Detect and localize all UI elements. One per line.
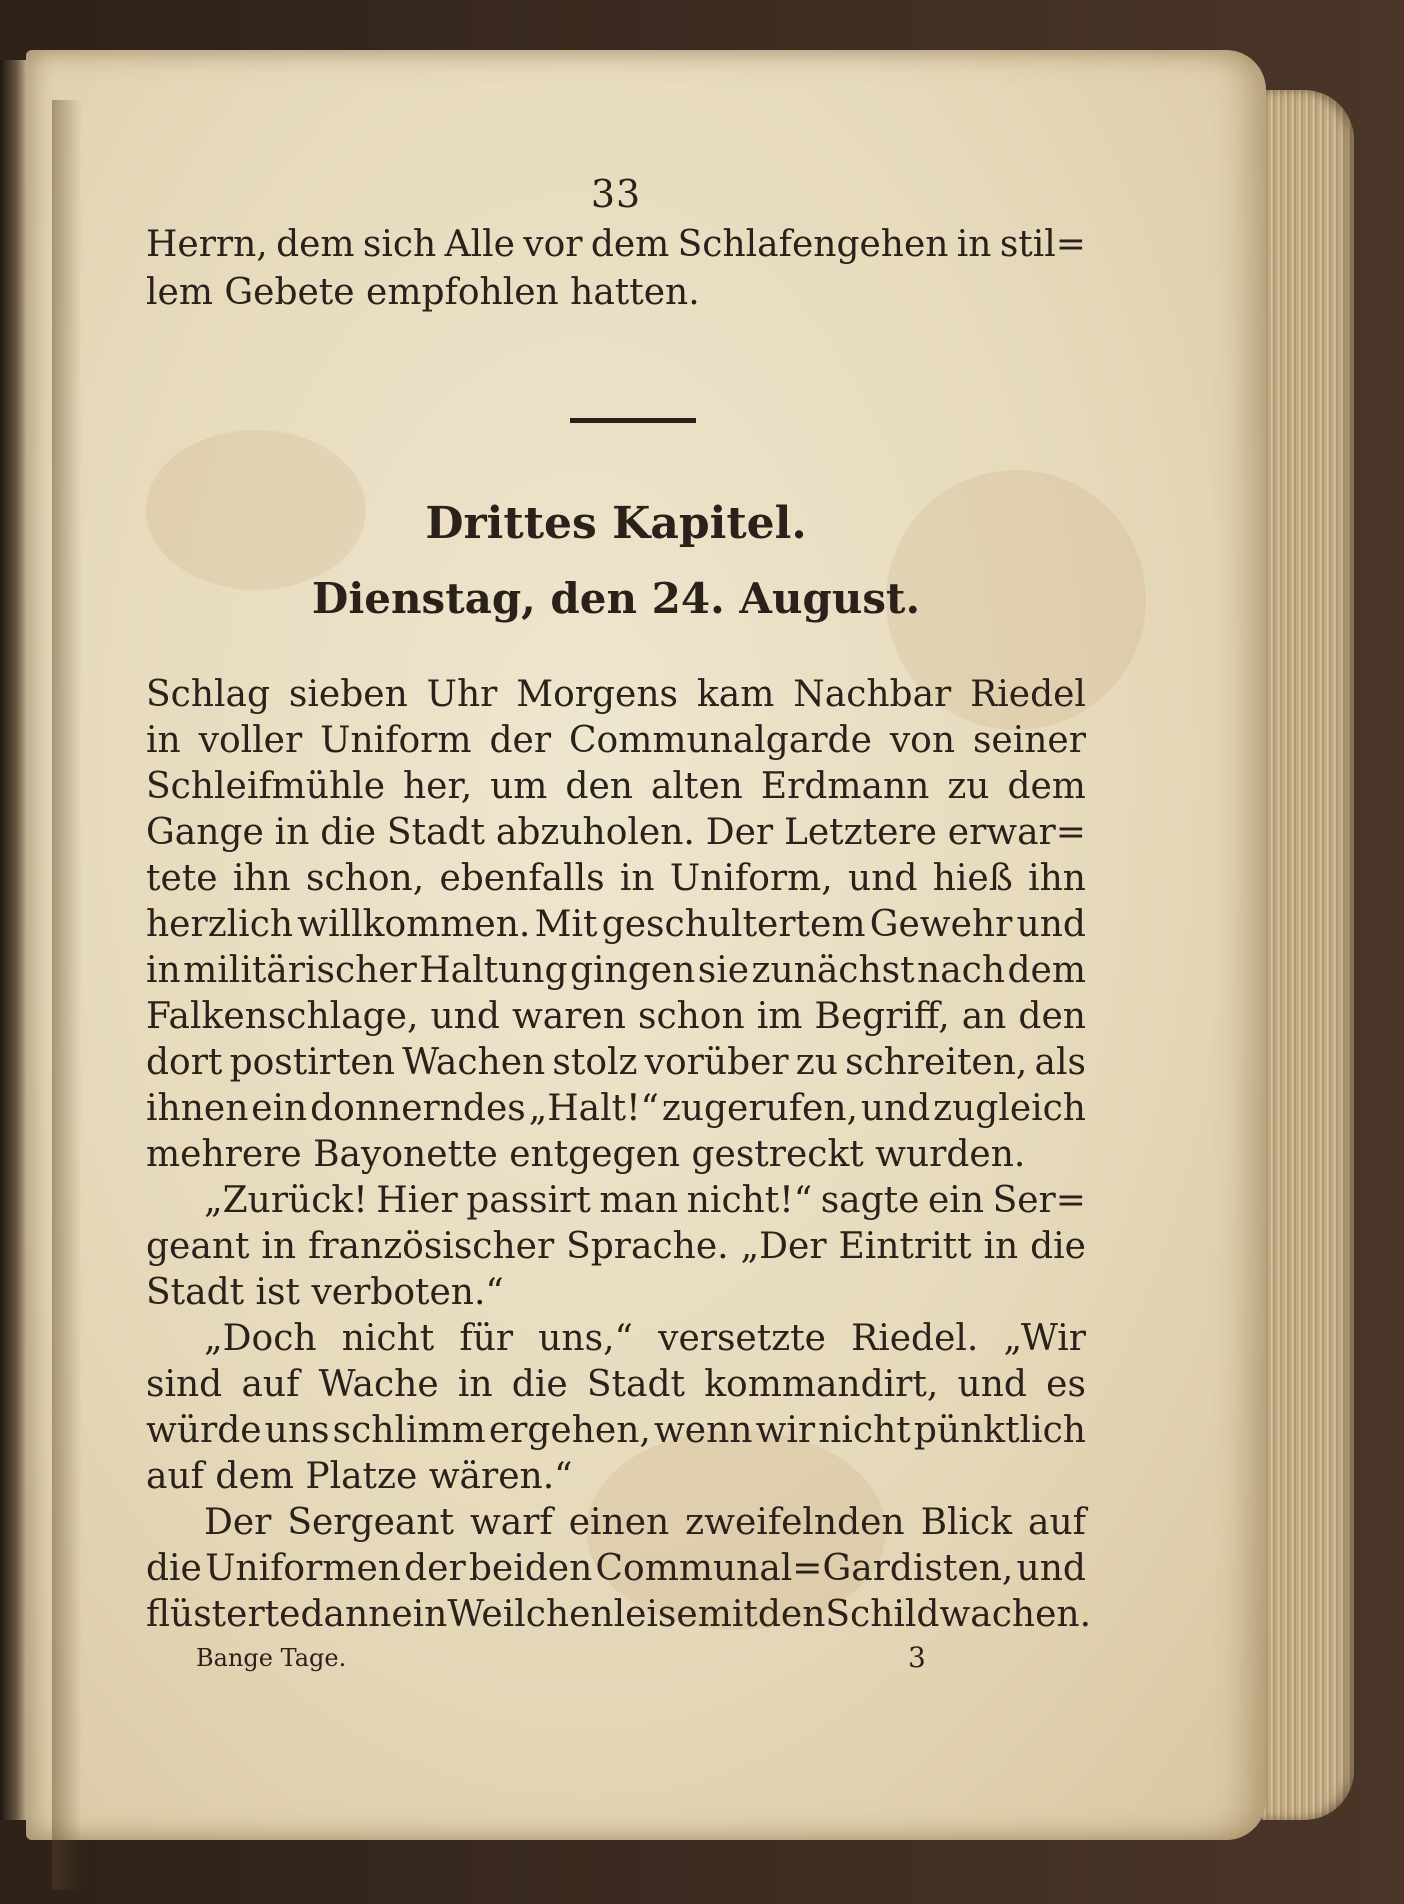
text-line xyxy=(146,808,1086,858)
word: „Der xyxy=(740,1226,827,1267)
word: und xyxy=(430,996,500,1037)
word: Wachen xyxy=(402,1042,546,1083)
word: wir xyxy=(755,1410,816,1451)
text-line xyxy=(146,1544,1086,1594)
text-line xyxy=(146,1038,1086,1088)
word: man xyxy=(599,1180,679,1221)
word: Schleifmühle xyxy=(146,766,385,807)
footer-sheet-number: 3 xyxy=(908,1641,926,1674)
word: und xyxy=(1016,1548,1086,1589)
word: Stadt xyxy=(586,1364,685,1405)
page-footer xyxy=(146,1640,1086,1676)
text-line xyxy=(146,946,1086,996)
word: Communal=Gardisten, xyxy=(595,1548,1014,1589)
text-line xyxy=(146,1222,1086,1272)
word: und xyxy=(957,1364,1027,1405)
word: ergehen, xyxy=(488,1410,651,1451)
word: in xyxy=(983,1226,1019,1267)
text-line xyxy=(146,1314,1086,1364)
word: Letztere xyxy=(783,812,937,853)
word: stolz xyxy=(552,1042,638,1083)
word: Morgens xyxy=(516,674,679,715)
word: dem xyxy=(276,224,355,265)
word: auf xyxy=(241,1364,300,1405)
word: Erdmann xyxy=(760,766,930,807)
word: Riedel xyxy=(970,674,1086,715)
word: waren xyxy=(511,996,626,1037)
word: für xyxy=(459,1318,514,1359)
word: der xyxy=(489,720,552,761)
word: Gewehr xyxy=(869,904,1013,945)
spine-shadow xyxy=(52,100,82,1890)
word: gingen xyxy=(570,950,696,991)
text-line xyxy=(146,716,1086,766)
text-line xyxy=(146,1498,1086,1548)
word: als xyxy=(1034,1042,1086,1083)
word: flüsterte xyxy=(146,1594,301,1635)
word: Uniformen xyxy=(205,1548,401,1589)
text-line: lem Gebete empfohlen hatten. xyxy=(146,272,700,313)
word: Sergeant xyxy=(287,1502,454,1543)
text-line xyxy=(146,670,1086,720)
word: sagte xyxy=(820,1180,920,1221)
word: nach xyxy=(917,950,1006,991)
word: an xyxy=(961,996,1007,1037)
word: Uniform, xyxy=(669,858,833,899)
word: ihnen xyxy=(146,1088,249,1129)
text-line: auf dem Platze wären.“ xyxy=(146,1456,573,1497)
word: Riedel. xyxy=(851,1318,979,1359)
word: kommandirt, xyxy=(704,1364,939,1405)
word: her, xyxy=(402,766,473,807)
word: erwar= xyxy=(947,812,1086,853)
word: geant xyxy=(146,1226,250,1267)
word: Schildwachen. xyxy=(825,1594,1092,1635)
word: Der xyxy=(204,1502,272,1543)
word: der xyxy=(404,1548,466,1589)
word: zunächst xyxy=(751,950,915,991)
word: kam xyxy=(696,674,775,715)
word: uns xyxy=(264,1410,330,1451)
word: ein xyxy=(391,1594,448,1635)
word: willkommen. xyxy=(297,904,531,945)
word: Haltung xyxy=(419,950,568,991)
word: ihn xyxy=(1028,858,1086,899)
word: mit xyxy=(697,1594,758,1635)
word: militärischer xyxy=(183,950,417,991)
word: vorüber xyxy=(644,1042,789,1083)
word: die xyxy=(511,1364,568,1405)
text-line xyxy=(146,1590,1092,1635)
word: im xyxy=(756,996,803,1037)
word: zu xyxy=(947,766,990,807)
text-line: mehrere Bayonette entgegen gestreckt wurden. xyxy=(146,1134,1026,1175)
word: hieß xyxy=(932,858,1013,899)
word: einen xyxy=(568,1502,670,1543)
word: ein xyxy=(251,1088,308,1129)
word: Schlafengehen xyxy=(677,224,949,265)
word: schreiten, xyxy=(845,1042,1028,1083)
word: geschultertem xyxy=(601,904,866,945)
word: in xyxy=(956,224,992,265)
text-line xyxy=(146,1084,1086,1134)
word: nicht xyxy=(341,1318,435,1359)
word: sich xyxy=(362,224,437,265)
word: die xyxy=(146,1548,202,1589)
word: Der xyxy=(705,812,774,853)
word: in xyxy=(146,950,181,991)
word: in xyxy=(261,1226,297,1267)
word: Ser= xyxy=(992,1180,1086,1221)
word: den xyxy=(757,1594,826,1635)
word: „Zurück! xyxy=(204,1180,368,1221)
word: leise xyxy=(613,1594,698,1635)
word: in xyxy=(457,1364,493,1405)
left-page-edge xyxy=(0,60,28,1820)
word: vor xyxy=(523,224,583,265)
word: dem xyxy=(1007,950,1086,991)
word: dort xyxy=(146,1042,223,1083)
word: in xyxy=(146,720,181,761)
word: Communalgarde xyxy=(568,720,872,761)
word: die xyxy=(320,812,377,853)
word: wenn xyxy=(653,1410,753,1451)
word: „Wir xyxy=(1003,1318,1086,1359)
word: in xyxy=(274,812,310,853)
word: schon, xyxy=(306,858,425,899)
page-edges xyxy=(1262,90,1354,1820)
word: postirten xyxy=(229,1042,395,1083)
footer-signature: Bange Tage. xyxy=(196,1644,347,1672)
word: dem xyxy=(1007,766,1086,807)
word: herzlich xyxy=(146,904,294,945)
text-line xyxy=(146,1360,1086,1410)
word: den xyxy=(1018,996,1086,1037)
text-line xyxy=(146,762,1086,812)
word: sieben xyxy=(288,674,408,715)
word: Gange xyxy=(146,812,264,853)
word: Alle xyxy=(444,224,515,265)
text-line xyxy=(146,900,1086,950)
word: pünktlich xyxy=(913,1410,1086,1451)
word: Mit xyxy=(534,904,598,945)
word: „Doch xyxy=(204,1318,317,1359)
word: ein xyxy=(928,1180,985,1221)
word: Weilchen xyxy=(447,1594,614,1635)
word: ihn xyxy=(232,858,291,899)
chapter-date: Dienstag, den 24. August. xyxy=(311,574,921,623)
section-divider xyxy=(570,418,696,423)
text-line: Stadt ist verboten.“ xyxy=(146,1272,504,1313)
word: Herrn, xyxy=(146,224,268,265)
word: schlimm xyxy=(332,1410,486,1451)
word: „Halt!“ xyxy=(528,1088,659,1129)
word: dann xyxy=(300,1594,392,1635)
word: französischer xyxy=(308,1226,555,1267)
word: uns,“ xyxy=(538,1318,633,1359)
word: sie xyxy=(697,950,750,991)
word: Begriff, xyxy=(814,996,950,1037)
word: den xyxy=(565,766,633,807)
chapter-title: Drittes Kapitel. xyxy=(425,498,807,549)
word: abzuholen. xyxy=(495,812,695,853)
text-line xyxy=(146,1176,1086,1226)
word: warf xyxy=(469,1502,553,1543)
word: tete xyxy=(146,858,218,899)
word: um xyxy=(490,766,548,807)
word: voller xyxy=(198,720,303,761)
word: Eintritt xyxy=(838,1226,972,1267)
word: Blick xyxy=(920,1502,1013,1543)
word: beiden xyxy=(468,1548,593,1589)
word: nicht xyxy=(818,1410,911,1451)
word: Wache xyxy=(318,1364,439,1405)
word: Nachbar xyxy=(793,674,952,715)
word: seiner xyxy=(972,720,1086,761)
word: auf xyxy=(1028,1502,1086,1543)
word: zugleich xyxy=(933,1088,1086,1129)
word: Uniform xyxy=(320,720,472,761)
word: Stadt xyxy=(386,812,486,853)
word: und xyxy=(1016,904,1086,945)
word: versetzte xyxy=(658,1318,826,1359)
word: Uhr xyxy=(426,674,498,715)
word: dem xyxy=(590,224,670,265)
word: passirt xyxy=(466,1180,591,1221)
text-line xyxy=(146,992,1086,1042)
word: zweifelnden xyxy=(685,1502,905,1543)
word: es xyxy=(1046,1364,1086,1405)
word: Schlag xyxy=(146,674,271,715)
word: würde xyxy=(146,1410,262,1451)
word: und xyxy=(860,1088,931,1129)
word: donnerndes xyxy=(310,1088,526,1129)
word: die xyxy=(1030,1226,1086,1267)
word: Falkenschlage, xyxy=(146,996,419,1037)
word: von xyxy=(889,720,956,761)
word: nicht!“ xyxy=(686,1180,813,1221)
word: schon xyxy=(637,996,745,1037)
text-line xyxy=(146,220,1086,270)
word: sind xyxy=(146,1364,223,1405)
word: alten xyxy=(650,766,743,807)
word: zugerufen, xyxy=(661,1088,858,1129)
word: zu xyxy=(795,1042,838,1083)
text-line xyxy=(146,1406,1086,1456)
word: stil= xyxy=(999,224,1086,265)
page-number: 33 xyxy=(590,172,642,216)
word: ebenfalls xyxy=(439,858,605,899)
word: in xyxy=(619,858,655,899)
text-line xyxy=(146,854,1086,904)
word: Sprache. xyxy=(566,1226,729,1267)
word: und xyxy=(848,858,918,899)
word: Hier xyxy=(376,1180,458,1221)
